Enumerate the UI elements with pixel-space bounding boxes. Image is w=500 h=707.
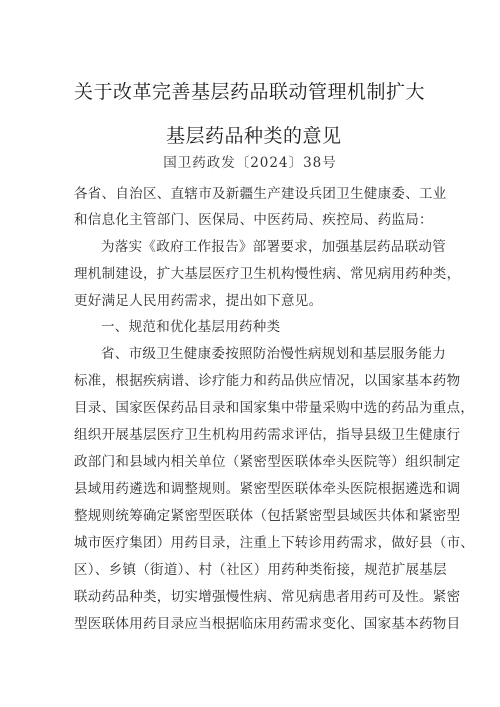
body-line-5: 政部门和县域内相关单位（紧密型医联体牵头医院等）组织制定 <box>74 454 461 470</box>
body-line-3: 目录、国家医保药品目录和国家集中带量采购中选的药品为重点， <box>74 400 475 416</box>
body-line-8: 城市医疗集团）用药目录，注重上下转诊用药需求，做好县（市、 <box>74 535 475 551</box>
body-line-4: 组织开展基层医疗卫生机构用药需求评估，指导县级卫生健康行 <box>74 427 461 443</box>
addressee-line-1: 各省、自治区、直辖市及新疆生产建设兵团卫生健康委、工业 <box>74 186 447 202</box>
document-title-line-1: 关于改革完善基层药品联动管理机制扩大 <box>74 81 426 103</box>
body-line-9: 区）、乡镇（街道）、村（社区）用药种类衔接，规范扩展基层 <box>74 562 447 578</box>
body-line-6: 县域用药遴选和调整规则。紧密型医联体牵头医院根据遴选和调 <box>74 481 461 497</box>
body-line-10: 联动药品种类，切实增强慢性病、常见病患者用药可及性。紧密 <box>74 589 461 605</box>
body-line-1: 省、市级卫生健康委按照防治慢性病规划和基层服务能力 <box>101 346 446 362</box>
document-number: 国卫药政发〔2024〕38号 <box>163 155 337 171</box>
intro-line-1: 为落实《政府工作报告》部署要求，加强基层药品联动管 <box>101 239 446 255</box>
intro-line-2: 理机制建设，扩大基层医疗卫生机构慢性病、常见病用药种类， <box>74 266 461 282</box>
body-line-11: 型医联体用药目录应当根据临床用药需求变化、国家基本药物目 <box>74 616 461 632</box>
body-line-7: 整规则统筹确定紧密型医联体（包括紧密型县域医共体和紧密型 <box>74 508 461 524</box>
body-line-2: 标准，根据疾病谱、诊疗能力和药品供应情况，以国家基本药物 <box>74 373 461 389</box>
intro-line-3: 更好满足人民用药需求，提出如下意见。 <box>74 293 323 309</box>
document-title-line-2: 基层药品种类的意见 <box>166 125 342 147</box>
addressee-line-2: 和信息化主管部门、医保局、中医药局、疾控局、药监局： <box>74 212 433 228</box>
section1-heading: 一、规范和优化基层用药种类 <box>101 319 281 335</box>
